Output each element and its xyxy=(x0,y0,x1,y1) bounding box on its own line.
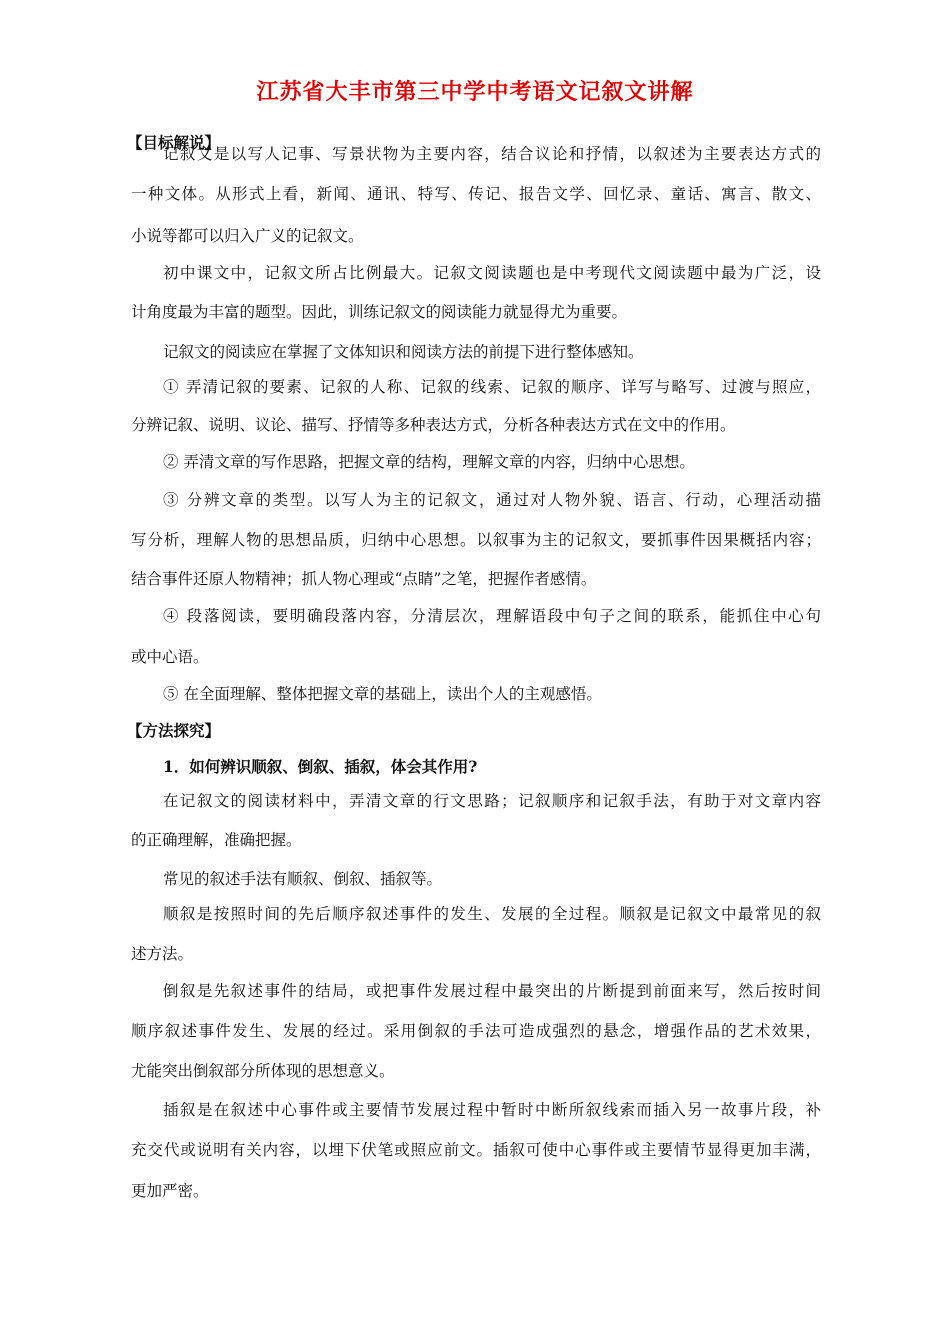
paragraph-line: ⑤ 在全面理解、整体把握文章的基础上，读出个人的主观感悟。 xyxy=(163,685,602,703)
paragraph-line: 分辨记叙、说明、议论、描写、抒情等多种表达方式，分析各种表达方式在文中的作用。 xyxy=(131,416,736,434)
paragraph-line: 或中心语。 xyxy=(131,648,209,666)
paragraph-line: ① 弄清记叙的要素、记叙的人称、记叙的线索、记叙的顺序、详写与略写、过渡与照应， xyxy=(163,378,821,396)
paragraph-line: ④ 段落阅读，要明确段落内容，分清层次，理解语段中句子之间的联系，能抓住中心句 xyxy=(163,607,821,625)
section-heading-methods: 【方法探究】 xyxy=(127,721,221,740)
paragraph-line: 充交代或说明有关内容，以埋下伏笔或照应前文。插叙可使中心事件或主要情节显得更加丰满， xyxy=(131,1141,821,1159)
subheading-question: 1．如何辨识顺叙、倒叙、插叙，体会其作用? xyxy=(163,757,478,776)
section-heading-goals: 【目标解说】 xyxy=(127,133,221,152)
paragraph-line: 小说等都可以归入广义的记叙文。 xyxy=(131,227,364,245)
paragraph-line: 顺叙是按照时间的先后顺序叙述事件的发生、发展的全过程。顺叙是记叙文中最常见的叙 xyxy=(163,905,821,923)
paragraph-line: 更加严密。 xyxy=(131,1182,209,1200)
paragraph-line: 尤能突出倒叙部分所体现的思想意义。 xyxy=(131,1062,395,1080)
paragraph-line: 初中课文中，记叙文所占比例最大。记叙文阅读题也是中考现代文阅读题中最为广泛，设 xyxy=(163,264,821,282)
paragraph-line: 结合事件还原人物精神；抓人物心理或“点睛”之笔，把握作者感情。 xyxy=(131,570,597,588)
paragraph-line: 倒叙是先叙述事件的结局，或把事件发展过程中最突出的片断提到前面来写，然后按时间 xyxy=(163,982,821,1000)
paragraph-line: 的正确理解，准确把握。 xyxy=(131,831,302,849)
paragraph-line: 记叙文是以写人记事、写景状物为主要内容，结合议论和抒情，以叙述为主要表达方式的 xyxy=(163,145,821,163)
paragraph-line: 常见的叙述手法有顺叙、倒叙、插叙等。 xyxy=(163,870,443,888)
paragraph-line: 计角度最为丰富的题型。因此，训练记叙文的阅读能力就显得尤为重要。 xyxy=(131,303,628,321)
paragraph-line: 在记叙文的阅读材料中，弄清文章的行文思路；记叙顺序和记叙手法，有助于对文章内容 xyxy=(163,792,821,810)
paragraph-line: 一种文体。从形式上看，新闻、通讯、特写、传记、报告文学、回忆录、童话、寓言、散文、 xyxy=(131,185,821,203)
document-title: 江苏省大丰市第三中学中考语文记叙文讲解 xyxy=(256,79,694,105)
paragraph-line: ③ 分辨文章的类型。以写人为主的记叙文，通过对人物外貌、语言、行动，心理活动描 xyxy=(163,491,821,509)
paragraph-line: 述方法。 xyxy=(131,945,194,963)
paragraph-line: 插叙是在叙述中心事件或主要情节发展过程中暂时中断所叙线索而插入另一故事片段，补 xyxy=(163,1101,821,1119)
paragraph-line: ② 弄清文章的写作思路，把握文章的结构，理解文章的内容，归纳中心思想。 xyxy=(163,453,695,471)
paragraph-line: 记叙文的阅读应在掌握了文体知识和阅读方法的前提下进行整体感知。 xyxy=(163,343,644,361)
paragraph-line: 写分析，理解人物的思想品质，归纳中心思想。以叙事为主的记叙文，要抓事件因果概括内容； xyxy=(131,531,821,549)
paragraph-line: 顺序叙述事件发生、发展的经过。采用倒叙的手法可造成强烈的悬念，增强作品的艺术效果， xyxy=(131,1022,821,1040)
